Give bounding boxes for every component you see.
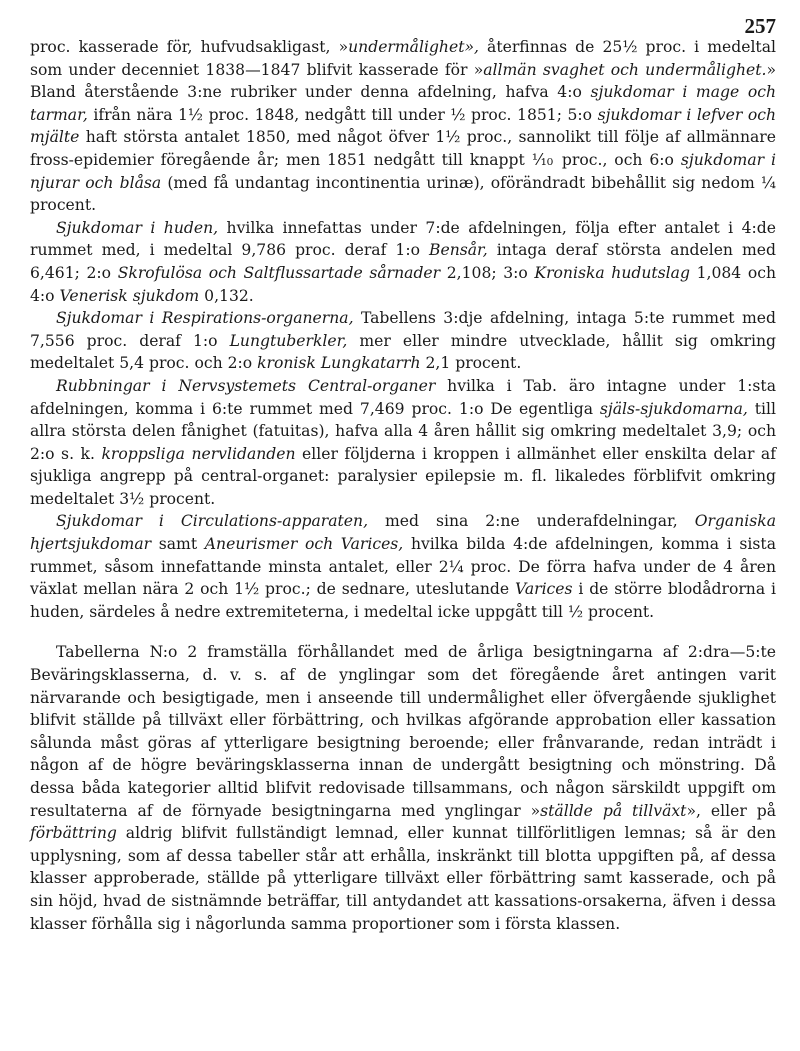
text-run: med sina 2:ne underafdelningar, (368, 512, 695, 531)
text-run: ifrån nära 1½ proc. 1848, nedgått till under ½ proc. 1851; 5:o (87, 105, 598, 124)
paragraph-6 (30, 641, 776, 935)
italic-run: Aneurismer och Varices, (204, 535, 404, 554)
italic-run: kronisk Lungkatarrh (257, 354, 421, 373)
italic-run: Sjukdomar i Respirations-organerna, (56, 309, 354, 328)
text-run: 0,132. (199, 286, 254, 305)
paragraph-3 (30, 307, 776, 375)
italic-run: undermålighet», (348, 38, 479, 56)
text-run: 2,108; 3:o (440, 263, 535, 282)
paragraph-1 (30, 36, 776, 217)
italic-run: ställde på tillväxt (540, 801, 687, 820)
text-run: 1,084 och 4:o (30, 263, 776, 305)
paragraph-2 (30, 217, 776, 307)
italic-run: kroppsliga nervlidanden (101, 444, 296, 463)
text-run: intaga deraf största andelen med 6,461; 2:o (30, 241, 776, 282)
paragraph-5 (30, 510, 776, 623)
italic-run: förbättring (30, 824, 117, 843)
paragraph-4 (30, 375, 776, 511)
italic-run: Kroniska hudutslag (534, 263, 690, 282)
text-run: återfinnas de 25½ proc. i medeltal som under decenniet 1838—1847 blifvit kasserade för » (30, 38, 776, 79)
text-run: (med få undantag incontinentia urinæ), oförändradt bibehållit sig nedom ¼ procent. (30, 173, 777, 215)
italic-run: Lungtuberkler, (229, 331, 348, 350)
italic-run: själs-sjukdomarna, (599, 399, 748, 418)
text-run: hvilka innefattas under 7:de afdelningen, följa efter antalet i 4:de rummet med, i medeltal 9,786 proc. deraf 1:o (30, 218, 776, 260)
italic-run: Rubbningar i Nervsystemets Central-organer (56, 376, 436, 395)
text-run: samt (151, 535, 205, 554)
italic-run: Varices (514, 580, 573, 599)
text-run: eller följderna i kroppen i allmänhet eller enskilta delar af sjukliga angrepp på central-organet: paralysier epilepsie m. fl. likaledes förblifvit omkring medeltalet 3½ procent. (30, 444, 777, 508)
italic-run: Skrofulösa och Saltflussartade sårnader (117, 263, 441, 282)
text-run: 2,1 procent. (420, 354, 522, 373)
text-run: Tabellens 3:dje afdelning, intaga 5:te rummet med 7,556 proc. deraf 1:o (30, 309, 776, 350)
text-run: i de större blodådrorna i huden, särdeles å nedre extremiteterna, i medeltal icke uppgått till ½ procent. (30, 580, 776, 621)
page-number: 257 (744, 14, 776, 38)
text-run: till allra största delen fånighet (fatuitas), hafva alla 4 åren hållit sig omkring medeltalet 3,9; och 2:o s. k. (30, 399, 776, 463)
text-run: » Bland återstående 3:ne rubriker under denna afdelning, hafva 4:o (30, 60, 776, 102)
text-run: mer eller mindre utvecklade, hållit sig omkring medeltalet 5,4 proc. och 2:o (30, 331, 776, 373)
italic-run: sjukdomar i njurar och blåsa (30, 150, 776, 192)
italic-run: Venerisk sjukdom (59, 286, 200, 305)
text-run: », eller på (686, 801, 776, 820)
text-run: Tabellerna N:o 2 framställa förhållandet med de årliga besigtningarna af 2:dra—5:te Beväringsklasserna, d. v. s. af de ynglingar som det föregående året antingen varit närvarande och besigtigade, men i anseende till undermålighet eller öfvergående sjuklighet blifvit ställde på tillväxt eller förbättring, och hvilkas afgörande approbation eller kassation sålunda måst göras af ytterligare besigtning beroende; eller frånvarande, redan inträdt i någon af de högre beväringsklasserna innan de undergått besigtning och mönstring. Då dessa båda kategorier alltid blifvit redovisade tillsammans, och någon särskildt uppgift om resultaterna af de förnyade besigtningarna med ynglingar » (30, 643, 776, 820)
italic-run: Bensår, (429, 241, 488, 260)
text-run: proc. kasserade för, hufvudsakligast, » (30, 38, 349, 56)
section-gap (30, 623, 776, 641)
italic-run: Sjukdomar i Circulations-apparaten, (56, 512, 369, 531)
text-run: aldrig blifvit fullständigt lemnad, eller kunnat tillförlitligen lemnas; så är den upplysning, som af dessa tabeller står att erhålla, inskränkt till blotta uppgiften på, af dessa klasser approberade, ställde på ytterligare tillväxt eller förbättring samt kasserade, och på sin höjd, hvad de sistnämnde beträffar, till antydandet att kassations-orsakerna, äfven i dessa klasser förhålla sig i någorlunda samma proportioner som i första klassen. (30, 824, 776, 933)
italic-run: Organiska hjertsjukdomar (30, 512, 776, 554)
italic-run: allmän svaghet och undermålighet. (483, 60, 767, 79)
body-text (30, 0, 776, 935)
italic-run: sjukdomar i lefver och mjälte (30, 105, 776, 147)
text-run: hvilka i Tab. äro intagne under 1:sta afdelningen, komma i 6:te rummet med 7,469 proc. 1:o De egentliga (30, 376, 776, 418)
text-run: haft största antalet 1850, med något öfver 1½ proc., sannolikt till följe af allmännare fross-epidemier föregående år; men 1851 nedgått till knappt ⅒ proc., och 6:o (30, 128, 776, 169)
italic-run: Sjukdomar i huden, (56, 218, 219, 237)
text-run: hvilka bilda 4:de afdelningen, komma i sista rummet, såsom innefattande minsta antalet, eller 2¼ proc. De förra hafva under de 4 åren växlat mellan nära 2 och 1½ proc.; de sednare, uteslutande (30, 535, 776, 599)
italic-run: sjukdomar i mage och tarmar, (30, 83, 777, 124)
